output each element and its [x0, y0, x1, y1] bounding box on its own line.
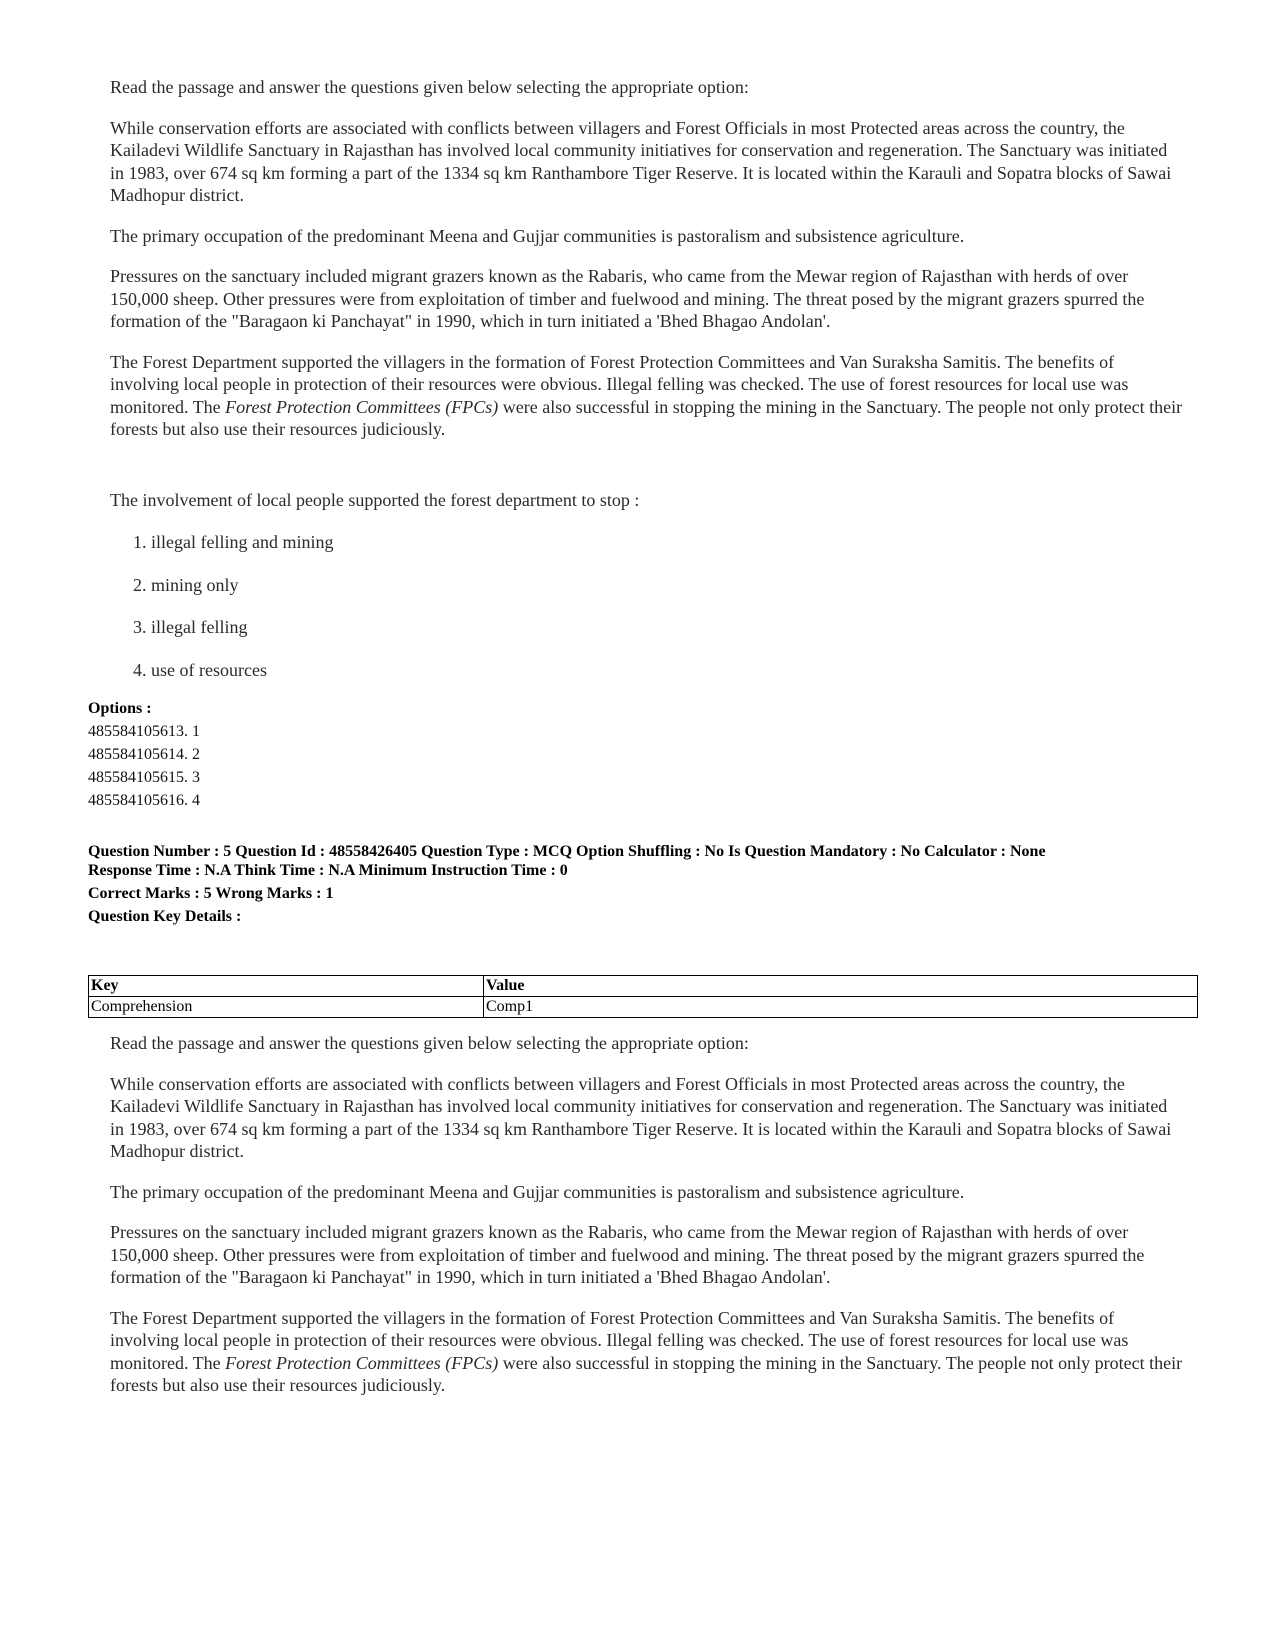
passage-italic-term: Forest Protection Committees (FPCs)	[225, 396, 499, 417]
table-header-value: Value	[484, 976, 1198, 997]
passage-paragraph	[110, 351, 1185, 441]
passage-block-2	[110, 1032, 1185, 1397]
table-cell-key: Comprehension	[89, 997, 484, 1018]
option-item: 485584105615. 3	[88, 769, 200, 786]
passage-paragraph: The primary occupation of the predominant Meena and Gujjar communities is pastoralism and subsistence agriculture.	[110, 225, 965, 246]
passage-paragraph: While conservation efforts are associated with conflicts between villagers and Forest Officials in most Protected areas across the country, the Kailadevi Wildlife Sanctuary in Rajasthan has involved local community initiatives for conservation and regeneration. The Sanctuary was initiated in 1983, over 674 sq km forming a part of the 1334 sq km Ranthambore Tiger Reserve. It is located within the Karauli and Sopatra blocks of Sawai Madhopur district.	[110, 117, 1172, 205]
passage-text: The Forest Department supported the villagers in the formation of Forest Protection Committees and Van Suraksha Samitis. The benefits of involving local people in protection of their resources were obvious. Illegal felling was checked. The use of forest resources for local use was monitored. The	[110, 1307, 1129, 1373]
question-choice: 3. illegal felling	[133, 617, 248, 637]
passage-paragraph: While conservation efforts are associated with conflicts between villagers and Forest Officials in most Protected areas across the country, the Kailadevi Wildlife Sanctuary in Rajasthan has involved local community initiatives for conservation and regeneration. The Sanctuary was initiated in 1983, over 674 sq km forming a part of the 1334 sq km Ranthambore Tiger Reserve. It is located within the Karauli and Sopatra blocks of Sawai Madhopur district.	[110, 1073, 1172, 1161]
passage-block-1	[110, 76, 1185, 441]
question-choice: 2. mining only	[133, 575, 239, 595]
question-marks: Correct Marks : 5 Wrong Marks : 1	[88, 885, 334, 902]
passage-intro: Read the passage and answer the questions given below selecting the appropriate option:	[110, 77, 749, 97]
question-meta-line: Response Time : N.A Think Time : N.A Minimum Instruction Time : 0	[88, 862, 568, 879]
question-meta-line: Question Number : 5 Question Id : 48558426405 Question Type : MCQ Option Shuffling : No Is Question Mandatory : No Calculator : None	[88, 843, 1046, 860]
passage-paragraph: Pressures on the sanctuary included migrant grazers known as the Rabaris, who came from the Mewar region of Rajasthan with herds of over 150,000 sheep. Other pressures were from exploitation of timber and fuelwood and mining. The threat posed by the migrant grazers spurred the formation of the "Baragaon ki Panchayat" in 1990, which in turn initiated a 'Bhed Bhagao Andolan'.	[110, 1222, 1145, 1287]
options-label: Options :	[88, 700, 152, 717]
table-header-row	[89, 976, 1198, 997]
passage-italic-term: Forest Protection Committees (FPCs)	[225, 1352, 499, 1373]
option-item: 485584105613. 1	[88, 723, 200, 740]
passage-text: were also successful in stopping the mining in the Sanctuary. The people not only protect their forests but also use their resources judiciously.	[110, 1352, 1183, 1395]
table-cell-value: Comp1	[484, 997, 1198, 1018]
question-choice: 1. illegal felling and mining	[133, 532, 334, 552]
table-header-key: Key	[89, 976, 484, 997]
question-choice: 4. use of resources	[133, 660, 267, 680]
question-key-table	[88, 975, 1198, 1018]
passage-paragraph: Pressures on the sanctuary included migrant grazers known as the Rabaris, who came from the Mewar region of Rajasthan with herds of over 150,000 sheep. Other pressures were from exploitation of timber and fuelwood and mining. The threat posed by the migrant grazers spurred the formation of the "Baragaon ki Panchayat" in 1990, which in turn initiated a 'Bhed Bhagao Andolan'.	[110, 266, 1145, 331]
passage-intro: Read the passage and answer the questions given below selecting the appropriate option:	[110, 1033, 749, 1053]
option-item: 485584105614. 2	[88, 746, 200, 763]
table-row	[89, 997, 1198, 1018]
question-stem: The involvement of local people supported the forest department to stop :	[110, 490, 640, 510]
passage-text: were also successful in stopping the mining in the Sanctuary. The people not only protect their forests but also use their resources judiciously.	[110, 396, 1183, 439]
option-item: 485584105616. 4	[88, 792, 200, 809]
question-key-details-label: Question Key Details :	[88, 908, 242, 925]
passage-text: The Forest Department supported the villagers in the formation of Forest Protection Committees and Van Suraksha Samitis. The benefits of involving local people in protection of their resources were obvious. Illegal felling was checked. The use of forest resources for local use was monitored. The	[110, 351, 1129, 417]
passage-paragraph	[110, 1307, 1185, 1397]
passage-paragraph: The primary occupation of the predominant Meena and Gujjar communities is pastoralism and subsistence agriculture.	[110, 1181, 965, 1202]
